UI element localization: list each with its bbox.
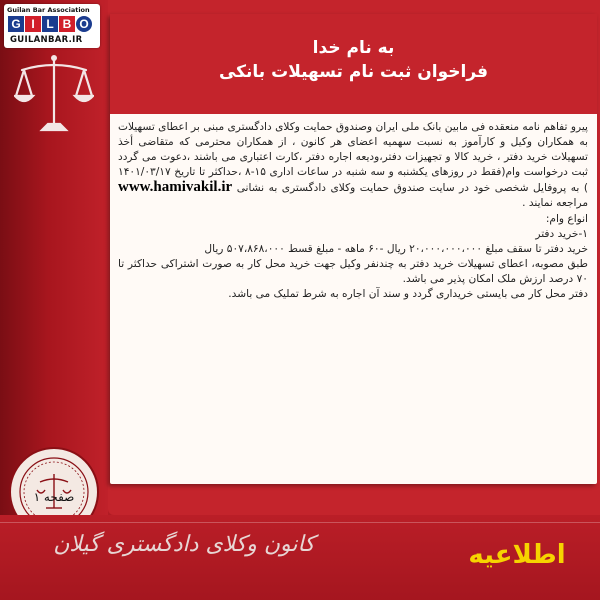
brand-letter-i: I	[25, 16, 41, 32]
brand-letters	[8, 16, 92, 32]
brand-url: GUILANBAR.IR	[10, 35, 83, 45]
approval-paragraph: طبق مصوبه، اعطای تسهیلات خرید دفتر به چندنفر وکیل جهت خرید محل کار به صورت اشتراکی حداکثر تا ۷۰ درصد ارزش ملک امکان پذیر می باشد.	[118, 257, 588, 285]
footer-divider	[0, 522, 600, 529]
announcement-label: اطلاعیه	[468, 540, 566, 570]
brand-letter-b: B	[59, 16, 75, 32]
loan-item: ۱-خرید دفتر	[535, 227, 588, 240]
condition-paragraph: دفتر محل کار می بایستی خریداری گردد و سند آن اجاره به شرط تملیک می باشد.	[228, 288, 588, 301]
page-number: صفحه ۱	[33, 490, 75, 504]
brand-letter-g: G	[8, 16, 24, 32]
brand-logo[interactable]	[4, 4, 100, 48]
website-link[interactable]: www.hamivakil.ir	[118, 179, 233, 196]
notice-title-line2: فراخوان ثبت نام تسهیلات بانکی	[218, 62, 489, 82]
notice-title-line1: به نام خدا	[312, 38, 395, 58]
intro-text: پیرو تفاهم نامه منعقده فی مابین بانک ملی ایران وصندوق حمایت وکلای دادگستری مبنی بر اعطای تسهیلات به همکاران وکیل و کارآموز به نسبت سهمیه اعضای هر کانون ، از همکاران محترمی که متقاضی أخذ تسهیلات خرید دفتر ، خرید کالا و تجهیزات دفتر،ودیعه اجاره دفتر ،کارت اعتباری می باشند ،دعوت می گردد ثبت درخواست وام(فقط در روزهای یکشنبه و سه شنبه در ساعات اداری ۱۵-۸ ،حداکثر تا تاریخ ۱۴۰۱/۰۳/۱۷ ) به پروفایل شخصی خود در سایت صندوق حمایت وکلای دادگستری به نشانی	[118, 121, 588, 195]
brand-tagline: Guilan Bar Association	[7, 6, 90, 14]
loan-types-heading: انواع وام:	[545, 212, 588, 225]
brand-letter-l: L	[42, 16, 58, 32]
scales-of-justice-icon	[14, 52, 94, 142]
association-calligraphy: کانون وکلای دادگستری گیلان	[53, 532, 315, 557]
brand-letter-o: O	[76, 16, 92, 32]
intro-paragraph	[118, 120, 588, 212]
loan-item-detail: خرید دفتر تا سقف مبلغ ۲۰،۰۰۰،۰۰۰،۰۰۰ ریال -۶۰ ماهه - مبلغ قسط ۵۰۷،۸۶۸،۰۰۰ ریال	[204, 242, 588, 255]
intro-text-end: مراجعه نمایند .	[522, 197, 588, 210]
notice-body	[118, 120, 588, 478]
